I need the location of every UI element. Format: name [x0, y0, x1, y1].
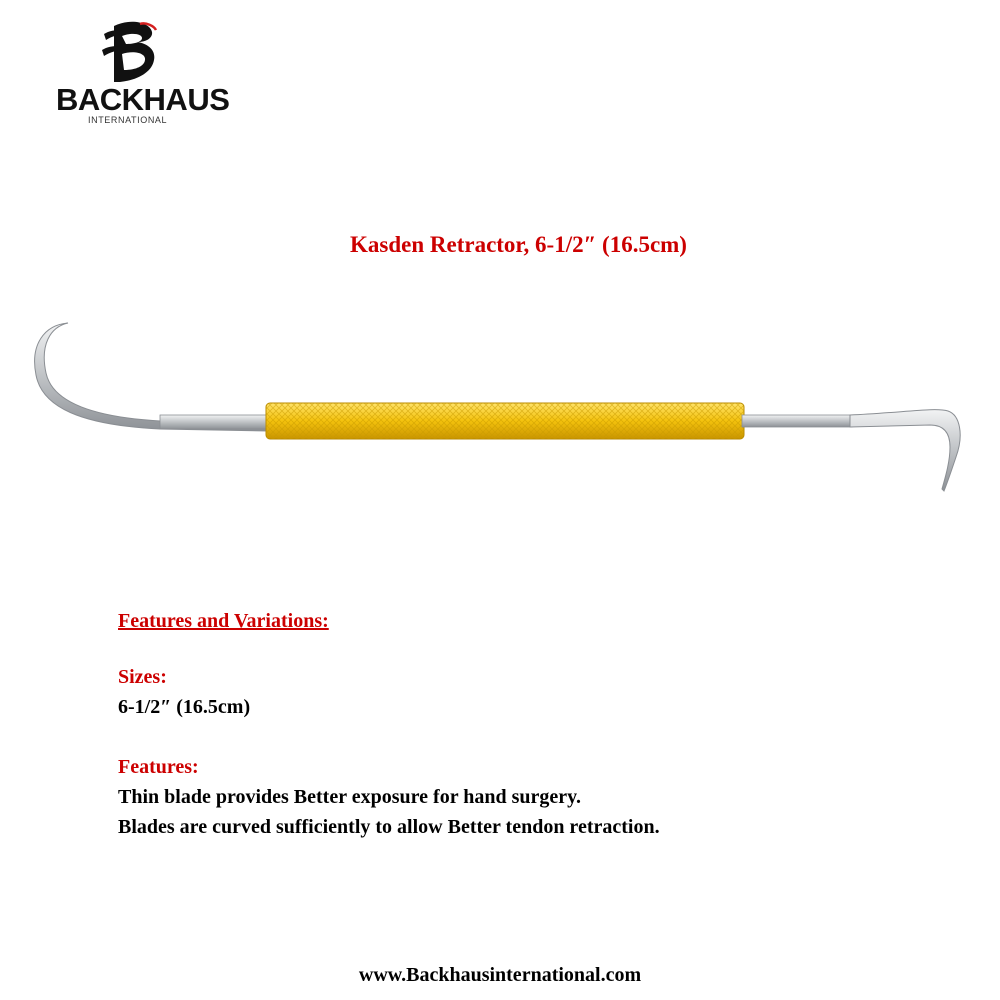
features-variations-heading: Features and Variations:: [118, 610, 329, 632]
backhaus-b-logo-icon: [100, 20, 164, 86]
kasden-retractor-icon: [30, 315, 980, 500]
features-label: Features:: [118, 756, 199, 778]
brand-name: BACKHAUS: [56, 82, 230, 117]
brand-subtitle: INTERNATIONAL: [88, 115, 168, 125]
brand-logo: [56, 20, 230, 130]
website-link[interactable]: www.Backhausinternational.com: [358, 964, 642, 986]
product-title: Kasden Retractor, 6-1/2″ (16.5cm): [350, 232, 687, 257]
feature-item: Thin blade provides Better exposure for hand surgery.: [118, 786, 582, 808]
sizes-label: Sizes:: [118, 666, 167, 688]
sizes-value: 6-1/2″ (16.5cm): [118, 696, 251, 718]
feature-item: Blades are curved sufficiently to allow Better tendon retraction.: [118, 816, 660, 838]
